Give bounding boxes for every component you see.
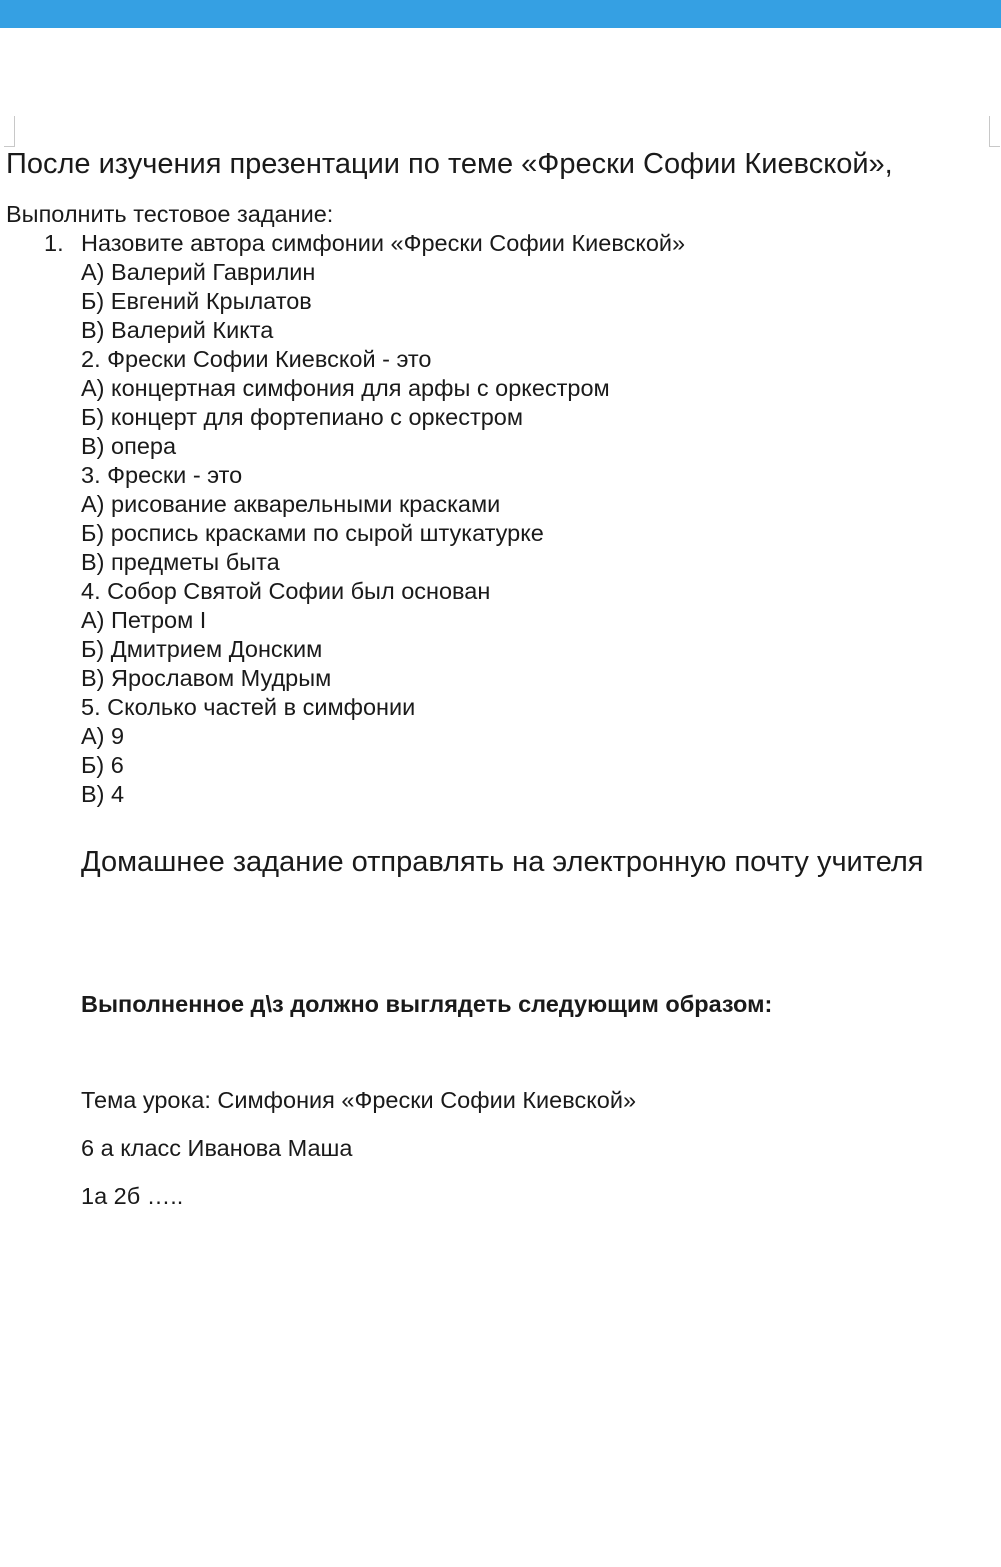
answer-option: А) 9 [81,723,125,749]
question-text: 4. Собор Святой Софии был основан [81,578,491,604]
homework-instruction: Домашнее задание отправлять на электронную почту учителя [81,846,924,878]
document-heading: После изучения презентации по теме «Фрески Софии Киевской», [6,148,893,180]
sample-student-line: 6 а класс Иванова Маша [81,1135,353,1161]
answer-option: Б) концерт для фортепиано с оркестром [81,404,524,430]
answer-option: Б) роспись красками по сырой штукатурке [81,520,544,546]
quiz-line [0,403,1001,432]
quiz-line [0,751,1001,780]
answer-option: В) Ярославом Мудрым [81,665,332,691]
sample-lesson-topic: Тема урока: Симфония «Фрески Софии Киевской» [81,1087,637,1113]
quiz-line [0,490,1001,519]
quiz-list [0,229,1001,809]
answer-option: В) Валерий Кикта [81,317,274,343]
list-number: 1. [44,230,64,256]
quiz-line [0,461,1001,490]
answer-option: В) 4 [81,781,125,807]
quiz-line [0,722,1001,751]
quiz-line [0,229,1001,258]
task-intro: Выполнить тестовое задание: [6,201,334,227]
page-margin-corner-left [4,116,15,147]
quiz-line [0,693,1001,722]
question-text: Назовите автора симфонии «Фрески Софии Киевской» [81,230,686,256]
question-text: 2. Фрески Софии Киевской - это [81,346,432,372]
answer-option: А) Валерий Гаврилин [81,259,316,285]
quiz-line [0,577,1001,606]
quiz-line [0,432,1001,461]
quiz-line [0,316,1001,345]
answer-option: В) опера [81,433,177,459]
answer-option: А) концертная симфония для арфы с оркестром [81,375,610,401]
question-text: 5. Сколько частей в симфонии [81,694,416,720]
quiz-line [0,664,1001,693]
answer-option: Б) Дмитрием Донским [81,636,323,662]
quiz-line [0,635,1001,664]
quiz-line [0,780,1001,809]
question-text: 3. Фрески - это [81,462,243,488]
sample-answers-line: 1а 2б ….. [81,1183,184,1209]
answer-option: Б) 6 [81,752,124,778]
quiz-line [0,548,1001,577]
answer-option: А) Петром I [81,607,207,633]
answer-option: Б) Евгений Крылатов [81,288,312,314]
quiz-line [0,258,1001,287]
quiz-line [0,374,1001,403]
quiz-line [0,345,1001,374]
quiz-line [0,519,1001,548]
page-margin-corner-right [989,116,1000,147]
top-app-bar [0,0,1001,28]
answer-option: В) предметы быта [81,549,280,575]
answer-option: А) рисование акварельными красками [81,491,501,517]
quiz-line [0,606,1001,635]
quiz-line [0,287,1001,316]
sample-format-title: Выполненное д\з должно выглядеть следующим образом: [81,991,773,1017]
